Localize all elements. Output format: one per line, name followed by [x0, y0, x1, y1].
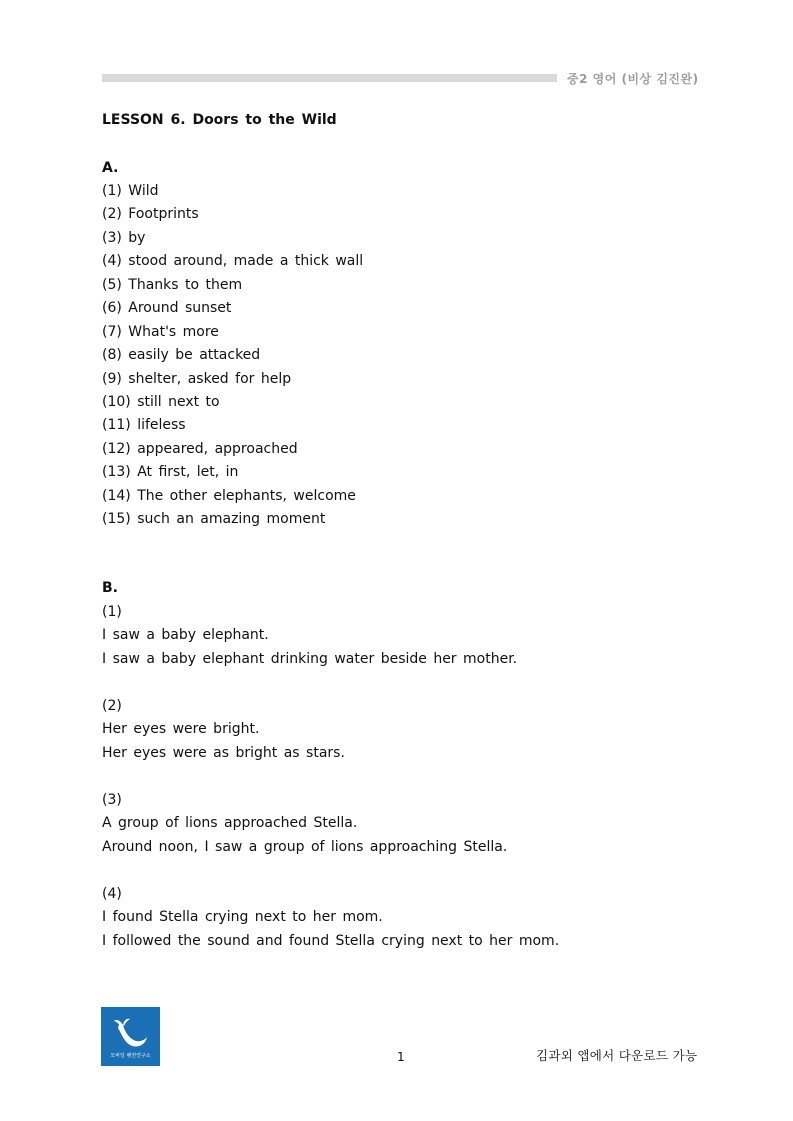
footer-note: 김과외 앱에서 다운로드 가능: [536, 1048, 698, 1063]
list-item: (3) by: [102, 229, 146, 246]
list-item: (9) shelter, asked for help: [102, 370, 292, 387]
list-item: (7) What's more: [102, 323, 219, 340]
list-item: (11) lifeless: [102, 417, 186, 434]
list-item: (8) easily be attacked: [102, 347, 261, 364]
section-b-item-3: [102, 789, 507, 859]
expanded-sentence: Around noon, I saw a group of lions approaching Stella.: [102, 838, 508, 855]
original-sentence: A group of lions approached Stella.: [102, 815, 358, 832]
item-number: (4): [102, 886, 122, 902]
list-item: (15) such an amazing moment: [102, 511, 326, 528]
list-item: (1) Wild: [102, 183, 159, 199]
list-item: (5) Thanks to them: [102, 276, 243, 293]
logo-caption: 모바일 펭귄연구소: [110, 1053, 151, 1059]
list-item: (10) still next to: [102, 393, 220, 410]
section-a-label: A.: [102, 160, 119, 176]
item-number: (3): [102, 792, 122, 808]
expanded-sentence: I followed the sound and found Stella crying next to her mom.: [102, 932, 560, 949]
section-b-label: B.: [102, 580, 118, 596]
item-number: (1): [102, 604, 122, 620]
list-item: (13) At first, let, in: [102, 464, 239, 481]
section-b-item-4: [102, 883, 559, 953]
section-b-item-2: [102, 695, 345, 765]
lesson-title: LESSON 6. Doors to the Wild: [102, 112, 337, 128]
header-label: 중2 영어 (비상 김진완): [567, 72, 699, 86]
list-item: (14) The other elephants, welcome: [102, 487, 356, 504]
publisher-logo: [101, 1007, 160, 1066]
original-sentence: I saw a baby elephant.: [102, 627, 269, 644]
item-number: (2): [102, 698, 122, 714]
page-number: 1: [397, 1050, 405, 1064]
list-item: (4) stood around, made a thick wall: [102, 253, 364, 270]
list-item: (6) Around sunset: [102, 300, 232, 317]
original-sentence: I found Stella crying next to her mom.: [102, 909, 383, 926]
header-bar: [102, 74, 557, 82]
expanded-sentence: I saw a baby elephant drinking water beside her mother.: [102, 650, 518, 667]
list-item: (2) Footprints: [102, 206, 199, 223]
section-a-list: [102, 180, 363, 532]
expanded-sentence: Her eyes were as bright as stars.: [102, 744, 345, 761]
section-b-item-1: [102, 601, 517, 671]
original-sentence: Her eyes were bright.: [102, 721, 260, 738]
list-item: (12) appeared, approached: [102, 440, 298, 457]
